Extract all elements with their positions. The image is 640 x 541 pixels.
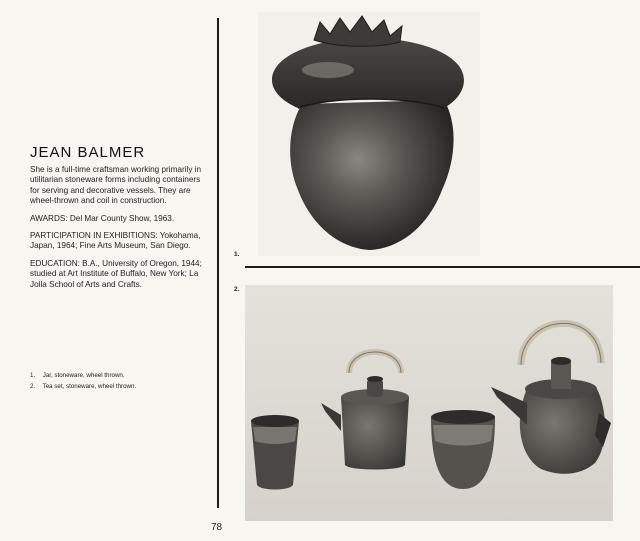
bio-description: She is a full-time craftsman working primarily in utilitarian stoneware forms including containers for serving and decorative vessels. They are wheel-thrown and coil in construction.: [30, 165, 202, 206]
tea-cup-left: [251, 415, 299, 490]
bio-awards: AWARDS: Del Mar County Show, 1963.: [30, 213, 175, 223]
caption-number: 2.: [30, 383, 36, 390]
vertical-divider: [217, 18, 219, 508]
horizontal-divider: [245, 266, 640, 268]
caption-text: Jar, stoneware, wheel thrown.: [42, 372, 125, 379]
page-number: 78: [211, 522, 223, 533]
bio-exhibitions: PARTICIPATION IN EXHIBITIONS: Yokohama, Japan, 1964; Fine Arts Museum, San Diego.: [30, 231, 201, 251]
figure-2-label: 2.: [234, 286, 240, 293]
caption-text: Tea set, stoneware, wheel thrown.: [42, 383, 137, 390]
artist-bio: [30, 165, 210, 297]
figure-captions: [30, 370, 210, 392]
artist-name: JEAN BALMER: [30, 144, 146, 161]
jar-photo: [258, 12, 480, 256]
figure-1-label: 1.: [234, 251, 240, 258]
caption-item: [30, 370, 210, 381]
caption-number: 1.: [30, 372, 36, 379]
tea-set-photo: [245, 285, 613, 521]
caption-item: [30, 381, 210, 392]
bio-education: EDUCATION: B.A., University of Oregon, 1944; studied at Art Institute of Buffalo, New York; La Jolla School of Arts and Crafts.: [30, 258, 202, 289]
